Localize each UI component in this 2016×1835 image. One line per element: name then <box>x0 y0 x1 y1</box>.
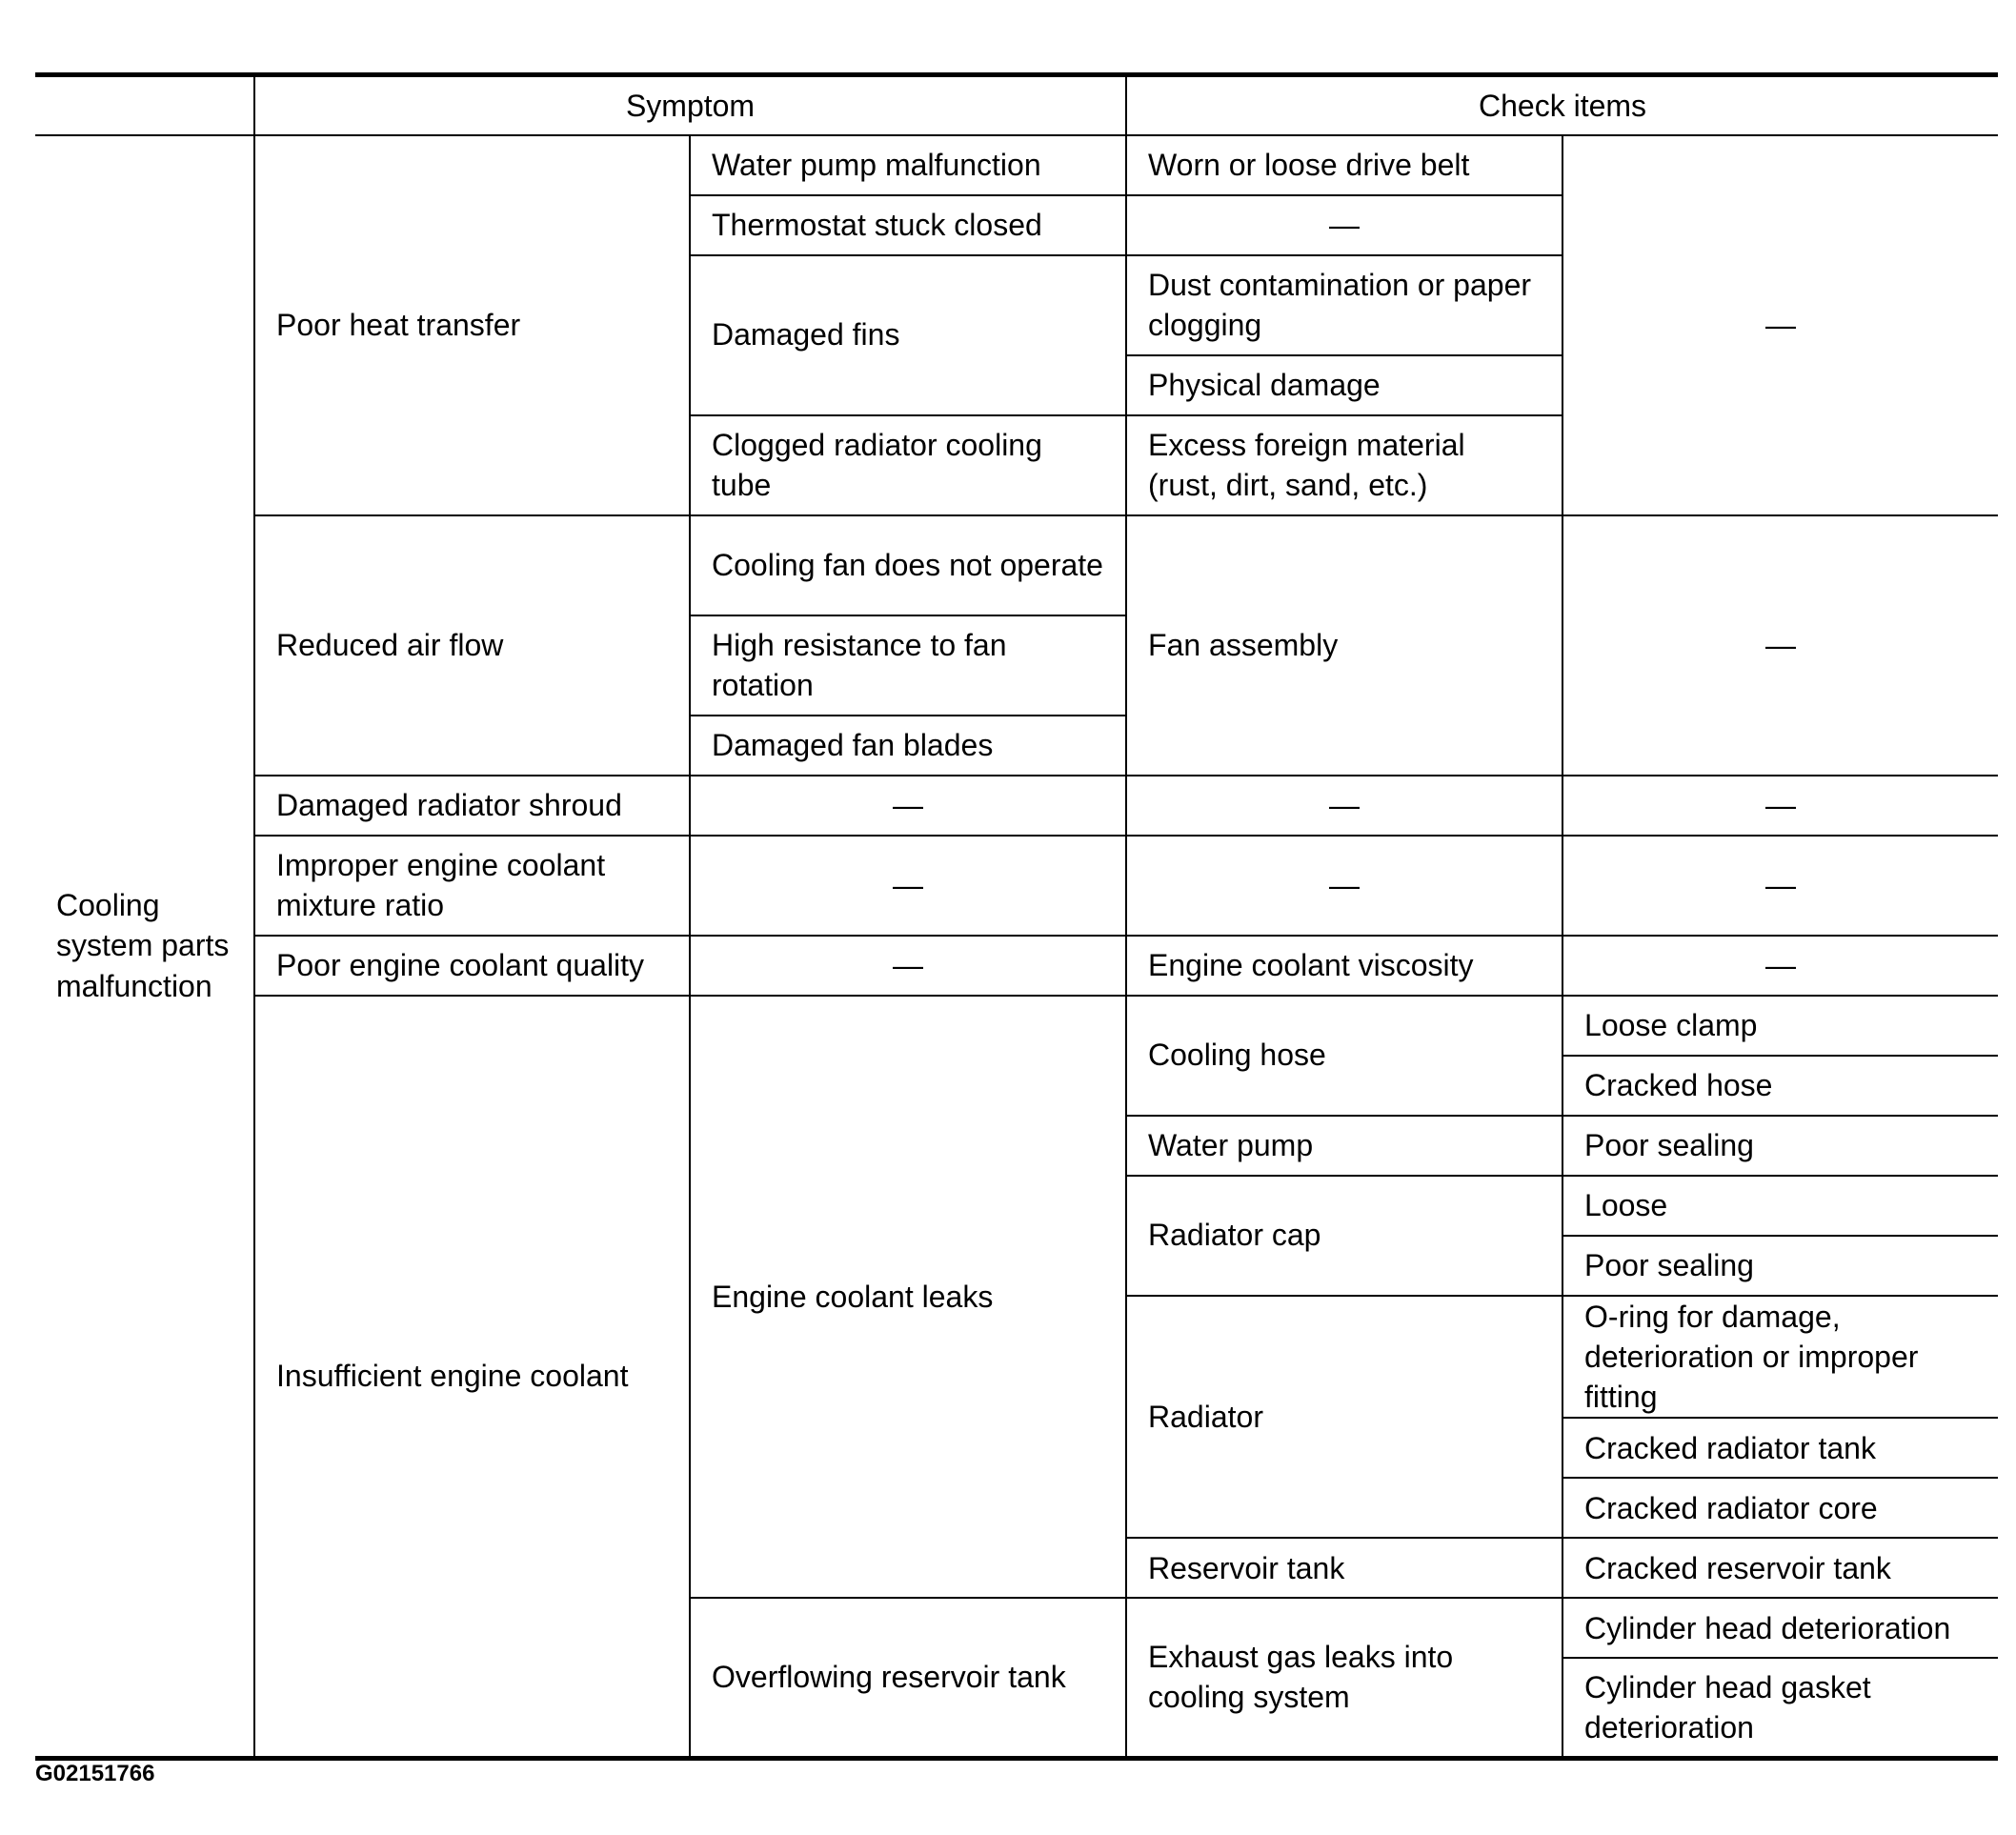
check-reservoir-tank: Reservoir tank <box>1126 1538 1562 1598</box>
check-cracked-reservoir-tank: Cracked reservoir tank <box>1562 1538 1998 1598</box>
symptom-reduced-air-flow: Reduced air flow <box>254 515 690 776</box>
check-cracked-hose: Cracked hose <box>1562 1056 1998 1116</box>
shroud-check-dash: — <box>1126 776 1562 836</box>
check-cracked-radiator-core: Cracked radiator core <box>1562 1478 1998 1538</box>
symptom-water-pump-malfunction: Water pump malfunction <box>690 135 1126 195</box>
symptom-improper-mixture: Improper engine coolant mixture ratio <box>254 836 690 936</box>
header-symptom: Symptom <box>254 75 1126 135</box>
check-o-ring: O-ring for damage, deterioration or improper fitting <box>1562 1296 1998 1419</box>
symptom-clogged-tube: Clogged radiator cooling tube <box>690 415 1126 515</box>
check-air-flow-dash: — <box>1562 515 1998 776</box>
symptom-damaged-fan-blades: Damaged fan blades <box>690 716 1126 776</box>
check-dust-contamination: Dust contamination or paper clogging <box>1126 255 1562 355</box>
symptom-overflowing-reservoir: Overflowing reservoir tank <box>690 1598 1126 1758</box>
cooling-system-troubleshooting-table <box>35 72 1998 1761</box>
symptom-poor-coolant-quality: Poor engine coolant quality <box>254 936 690 996</box>
shroud-extra-dash: — <box>1562 776 1998 836</box>
check-water-pump: Water pump <box>1126 1116 1562 1176</box>
check-pump-poor-sealing: Poor sealing <box>1562 1116 1998 1176</box>
check-cooling-hose: Cooling hose <box>1126 996 1562 1116</box>
symptom-fan-resistance: High resistance to fan rotation <box>690 615 1126 716</box>
symptom-damaged-fins: Damaged fins <box>690 255 1126 415</box>
check-cap-loose: Loose <box>1562 1176 1998 1236</box>
quality-detail-dash: — <box>690 936 1126 996</box>
symptom-insufficient-coolant: Insufficient engine coolant <box>254 996 690 1759</box>
check-cylinder-head-gasket: Cylinder head gasket deterioration <box>1562 1658 1998 1758</box>
symptom-damaged-shroud: Damaged radiator shroud <box>254 776 690 836</box>
check-coolant-viscosity: Engine coolant viscosity <box>1126 936 1562 996</box>
symptom-thermostat-stuck: Thermostat stuck closed <box>690 195 1126 255</box>
check-radiator: Radiator <box>1126 1296 1562 1539</box>
figure-id: G02151766 <box>35 1761 155 1786</box>
check-thermostat-dash: — <box>1126 195 1562 255</box>
check-cracked-radiator-tank: Cracked radiator tank <box>1562 1418 1998 1478</box>
symptom-fan-not-operate: Cooling fan does not operate <box>690 515 1126 615</box>
mixture-extra-dash: — <box>1562 836 1998 936</box>
check-worn-drive-belt: Worn or loose drive belt <box>1126 135 1562 195</box>
mixture-detail-dash: — <box>690 836 1126 936</box>
category-cell: Cooling system parts malfunction <box>35 135 254 1759</box>
check-loose-clamp: Loose clamp <box>1562 996 1998 1056</box>
symptom-poor-heat-transfer: Poor heat transfer <box>254 135 690 515</box>
check-radiator-cap: Radiator cap <box>1126 1176 1562 1296</box>
header-check-items: Check items <box>1126 75 1998 135</box>
check-physical-damage: Physical damage <box>1126 355 1562 415</box>
quality-extra-dash: — <box>1562 936 1998 996</box>
check-cylinder-head: Cylinder head deterioration <box>1562 1598 1998 1658</box>
check-extra-dash: — <box>1562 135 1998 515</box>
symptom-coolant-leaks: Engine coolant leaks <box>690 996 1126 1599</box>
mixture-check-dash: — <box>1126 836 1562 936</box>
header-corner-cell <box>35 75 254 135</box>
check-fan-assembly: Fan assembly <box>1126 515 1562 776</box>
shroud-detail-dash: — <box>690 776 1126 836</box>
check-foreign-material: Excess foreign material (rust, dirt, sand, etc.) <box>1126 415 1562 515</box>
check-cap-poor-sealing: Poor sealing <box>1562 1236 1998 1296</box>
check-exhaust-gas-leaks: Exhaust gas leaks into cooling system <box>1126 1598 1562 1758</box>
